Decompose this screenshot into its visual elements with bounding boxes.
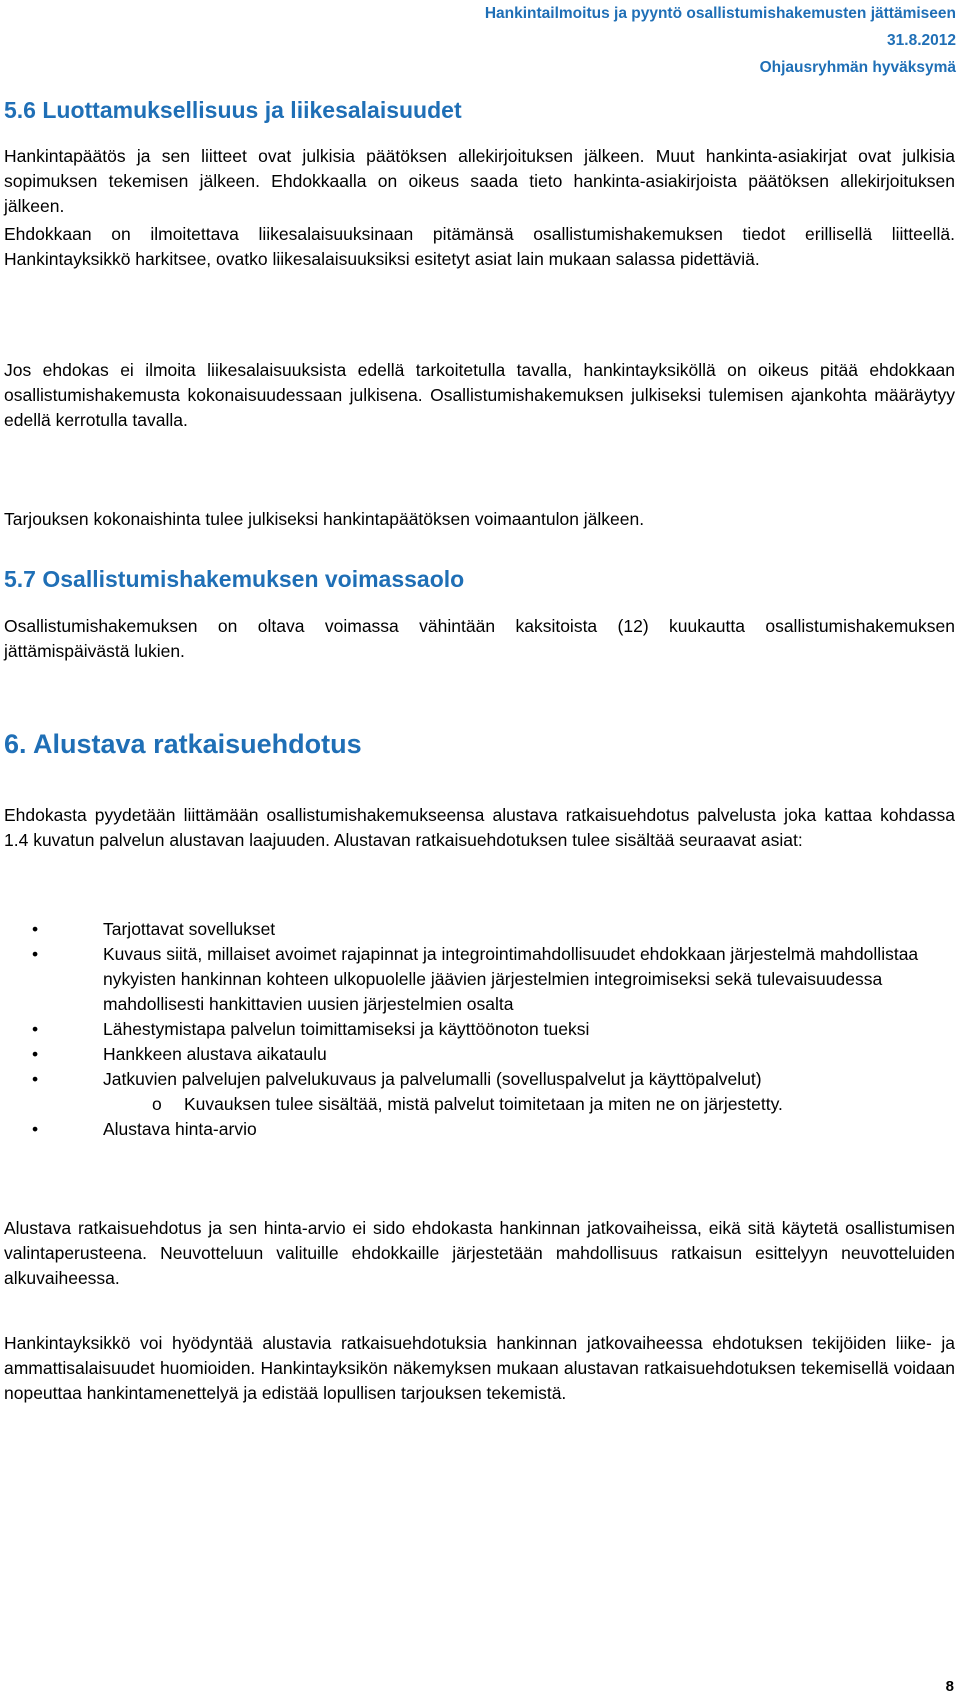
section-6-heading: 6. Alustava ratkaisuehdotus (4, 729, 362, 759)
list-item: • Jatkuvien palvelujen palvelukuvaus ja palvelumalli (sovelluspalvelut ja käyttöpalvelut) o Kuvauksen tulee sisältää, mistä palvelut toimitetaan ja miten ne on järjestetty. (4, 1067, 955, 1117)
bullet-icon: • (32, 1019, 39, 1039)
section-5-7-heading: 5.7 Osallistumishakemuksen voimassaolo (4, 566, 465, 592)
bullet-icon: • (32, 1044, 39, 1064)
list-item: • Hankkeen alustava aikataulu (4, 1042, 955, 1067)
requirements-list (4, 917, 955, 1142)
bullet-icon: • (32, 944, 39, 964)
page-header (485, 0, 956, 81)
section-6-paragraph-2: Alustava ratkaisuehdotus ja sen hinta-arvio ei sido ehdokasta hankinnan jatkovaiheissa, eikä sitä käytetä osallistumisen valintaperusteena. Neuvotteluun valituille ehdokkaille järjestetään mahdollisuus ratkaisun esittelyyn neuvotteluiden alkuvaiheessa. (4, 1218, 955, 1288)
page-number: 8 (945, 1678, 954, 1695)
sub-list-item: o Kuvauksen tulee sisältää, mistä palvelut toimitetaan ja miten ne on järjestetty. (4, 1092, 955, 1117)
section-5-6-paragraph-4: Tarjouksen kokonaishinta tulee julkiseksi hankintapäätöksen voimaantulon jälkeen. (4, 509, 645, 529)
section-6-intro: Ehdokasta pyydetään liittämään osallistumishakemukseensa alustava ratkaisuehdotus palvelusta joka kattaa kohdassa 1.4 kuvatun palvelun alustavan laajuuden. Alustavan ratkaisuehdotuksen tulee sisältää seuraavat asiat: (4, 805, 955, 850)
bullet-icon: • (32, 1069, 39, 1089)
section-5-6-paragraph-2: Ehdokkaan on ilmoitettava liikesalaisuuksinaan pitämänsä osallistumishakemuksen tiedot erillisellä liitteellä. Hankintayksikkö harkitsee, ovatko liikesalaisuuksiksi esitetyt asiat lain mukaan salassa pidettäviä. (4, 224, 955, 269)
section-5-7-paragraph-1: Osallistumishakemuksen on oltava voimassa vähintään kaksitoista (12) kuukautta osallistumishakemuksen jättämispäivästä lukien. (4, 616, 955, 661)
section-6-paragraph-3: Hankintayksikkö voi hyödyntää alustavia ratkaisuehdotuksia hankinnan jatkovaiheessa ehdotuksen tekijöiden liike- ja ammattisalaisuudet huomioiden. Hankintayksikön näkemyksen mukaan alustavan ratkaisuehdotuksen tekemisellä voidaan nopeuttaa hankintamenettelyä ja edistää lopullisen tarjouksen tekemistä. (4, 1333, 955, 1403)
list-item: • Kuvaus siitä, millaiset avoimet rajapinnat ja integrointimahdollisuudet ehdokkaan järjestelmä mahdollistaa nykyisten hankinnan kohteen ulkopuolelle jäävien järjestelmien integroimiseksi sekä tulevaisuudessa mahdollisesti hankittavien uusien järjestelmien osalta (32, 944, 919, 1014)
circle-bullet-icon: o (152, 1094, 162, 1114)
header-document-title: Hankintailmoitus ja pyyntö osallistumishakemusten jättämiseen (484, 5, 956, 22)
list-item: • Lähestymistapa palvelun toimittamiseksi ja käyttöönoton tueksi (4, 1017, 955, 1042)
header-approval-status: Ohjausryhmän hyväksymä (759, 59, 956, 76)
list-item: • Alustava hinta-arvio (4, 1117, 955, 1142)
list-item: • Tarjottavat sovellukset (4, 917, 955, 942)
bullet-icon: • (32, 1119, 39, 1139)
sub-list (4, 1092, 955, 1117)
section-5-6-paragraph-3: Jos ehdokas ei ilmoita liikesalaisuuksista edellä tarkoitetulla tavalla, hankintayksiköllä on oikeus pitää ehdokkaan osallistumishakemusta kokonaisuudessaan julkisena. Osallistumishakemuksen julkiseksi tulemisen ajankohta määräytyy edellä kerrotulla tavalla. (4, 360, 955, 430)
bullet-icon: • (32, 919, 39, 939)
section-5-6-heading: 5.6 Luottamuksellisuus ja liikesalaisuudet (4, 97, 462, 123)
header-date: 31.8.2012 (887, 32, 956, 49)
section-5-6-paragraph-1: Hankintapäätös ja sen liitteet ovat julkisia päätöksen allekirjoituksen jälkeen. Muut hankinta-asiakirjat ovat julkisia sopimuksen tekemisen jälkeen. Ehdokkaalla on oikeus saada tieto hankinta-asiakirjoista päätöksen allekirjoituksen jälkeen. (4, 146, 955, 216)
